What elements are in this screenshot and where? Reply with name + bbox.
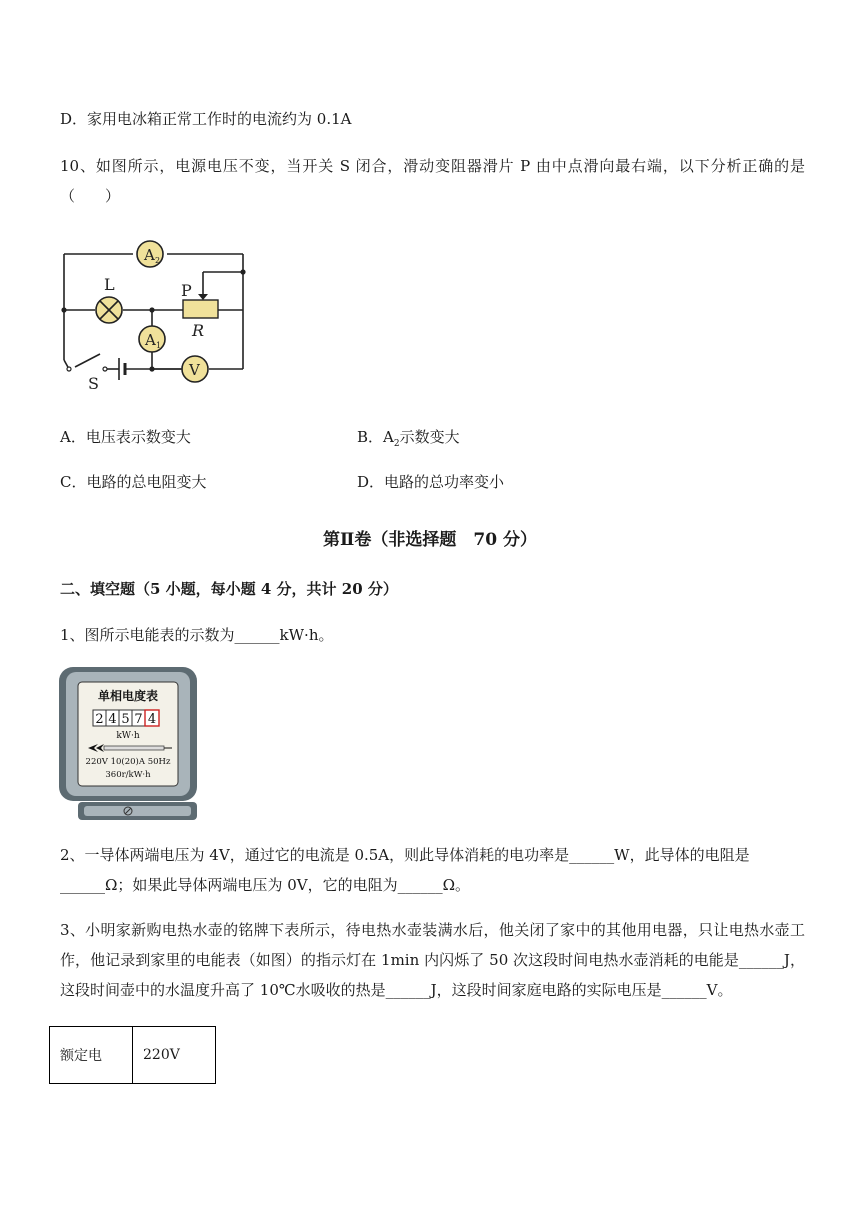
ammeter-a2-sub: 2	[155, 256, 161, 265]
spec-value: 220V	[133, 1027, 216, 1084]
kettle-spec-table	[49, 1026, 216, 1084]
meter-digit-decimal: 4	[147, 712, 157, 727]
ammeter-a2-label: A	[144, 246, 155, 264]
meter-rating: 220V 10(20)A 50Hz	[85, 757, 171, 767]
fq2-line2: ______Ω；如果此导体两端电压为 0V，它的电阻为______Ω。	[60, 876, 471, 894]
q10-option-c: C．电路的总电阻变大	[60, 473, 207, 491]
fq1-stem: 1、图所示电能表的示数为______kW·h。	[60, 626, 334, 644]
table-row	[50, 1027, 216, 1084]
q10-option-b: B．$A_2$示数变大	[357, 428, 460, 449]
fq2-line1: 2、一导体两端电压为 4V，通过它的电流是 0.5A，则此导体消耗的电功率是______W，此导体的电阻是	[60, 846, 750, 864]
ammeter-a1-sub: 1	[156, 341, 162, 350]
lamp-label: L	[104, 275, 115, 294]
meter-unit: kW·h	[116, 731, 140, 741]
section-title: 第Ⅱ卷（非选择题 70 分）	[323, 530, 537, 550]
meter-digit: 4	[108, 712, 117, 727]
q10-stem: 10、如图所示，电源电压不变，当开关 S 闭合，滑动变阻器滑片 P 由中点滑向最右端，以下分析正确的是（ ）	[60, 157, 805, 205]
circuit-diagram	[55, 232, 255, 397]
meter-title: 单相电度表	[97, 689, 159, 703]
meter-digit: 2	[95, 712, 104, 727]
meter-digit: 7	[134, 712, 143, 727]
resistor-label: R	[192, 321, 205, 340]
voltmeter-label: V	[189, 361, 200, 379]
q10-option-d: D．电路的总功率变小	[357, 473, 505, 491]
q9-option-d: D．家用电冰箱正常工作时的电流约为 0.1A	[60, 110, 352, 128]
ammeter-a1-label: A	[145, 331, 156, 349]
slider-label: P	[181, 281, 192, 300]
fq3-text: 3、小明家新购电热水壶的铭牌下表所示，待电热水壶装满水后，他关闭了家中的其他用电器，只让电热水壶工作，他记录到家里的电能表（如图）的指示灯在 1min 内闪烁了 50 次这段时间电热水壶消耗的电能是______J，这段时间壶中的水温度升高了 10℃水吸收的热是______J，这段时间家庭电路的实际电压是______V。	[60, 921, 805, 999]
q10-option-a: A．电压表示数变大	[60, 428, 191, 446]
meter-digit: 5	[121, 712, 130, 727]
electricity-meter	[58, 666, 200, 822]
section-heading: 二、填空题（5 小题，每小题 4 分，共计 20 分）	[60, 580, 398, 598]
switch-label: S	[88, 374, 99, 393]
spec-label: 额定电	[50, 1027, 133, 1084]
meter-constant: 360r/kW·h	[105, 770, 151, 780]
